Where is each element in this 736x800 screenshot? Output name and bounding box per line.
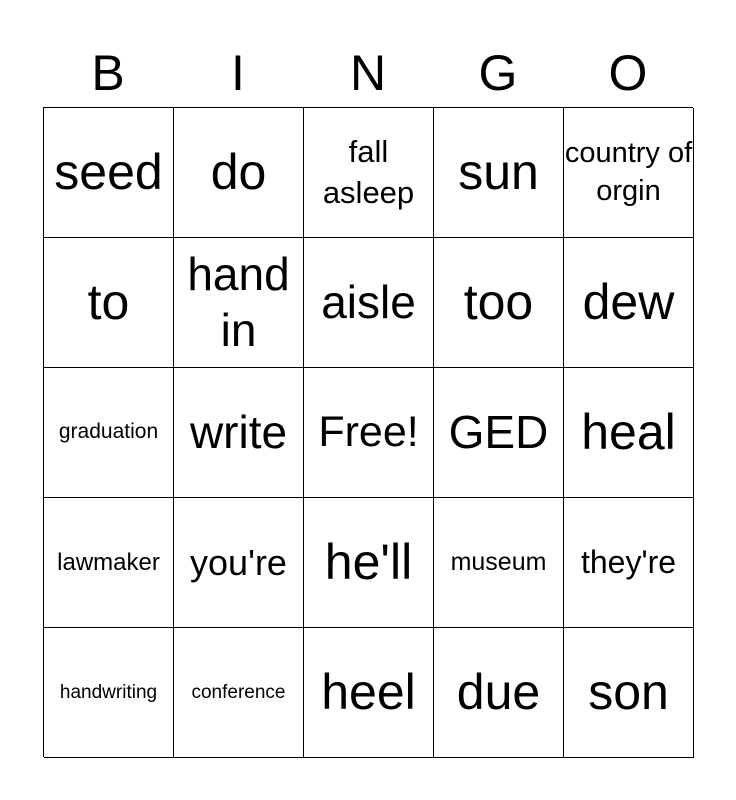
bingo-cell-r1-c4[interactable]	[434, 108, 564, 238]
cell-text: hand in	[187, 248, 290, 356]
cell-text: conference	[191, 681, 286, 703]
cell-text: lawmaker	[57, 548, 160, 576]
cell-text: write	[189, 406, 288, 459]
bingo-cell-r5-c5[interactable]	[564, 628, 694, 758]
bingo-cell-r2-c3[interactable]	[304, 238, 434, 368]
bingo-cell-r3-c4[interactable]	[434, 368, 564, 498]
bingo-cell-r5-c3[interactable]	[304, 628, 434, 758]
header-letter-b: B	[91, 45, 125, 101]
cell-text: too	[463, 274, 534, 331]
bingo-cell-r2-c4[interactable]	[434, 238, 564, 368]
free-space-text: Free!	[318, 407, 419, 456]
bingo-cell-r1-c3[interactable]	[304, 108, 434, 238]
cell-text: heal	[581, 404, 676, 461]
cell-text: fall asleep	[322, 134, 415, 210]
cell-text: do	[210, 144, 267, 201]
header-letter-o: O	[608, 45, 648, 101]
cell-text: sun	[458, 144, 539, 201]
header-letter-i: I	[231, 45, 245, 101]
cell-text: he'll	[324, 534, 413, 591]
cell-text: they're	[580, 543, 677, 580]
bingo-cell-r5-c2[interactable]	[174, 628, 304, 758]
bingo-cell-r4-c3[interactable]	[304, 498, 434, 628]
bingo-cell-r1-c1[interactable]	[44, 108, 174, 238]
cell-text: country of orgin	[564, 136, 693, 207]
bingo-cell-r2-c2[interactable]	[174, 238, 304, 368]
bingo-cell-r4-c5[interactable]	[564, 498, 694, 628]
cell-text: dew	[582, 274, 675, 331]
bingo-header	[43, 38, 693, 108]
bingo-cell-r4-c1[interactable]	[44, 498, 174, 628]
bingo-grid	[43, 107, 693, 757]
bingo-cell-r5-c4[interactable]	[434, 628, 564, 758]
cell-text: you're	[190, 542, 287, 583]
bingo-cell-r3-c1[interactable]	[44, 368, 174, 498]
cell-text: seed	[54, 144, 163, 201]
bingo-cell-r2-c1[interactable]	[44, 238, 174, 368]
bingo-cell-r1-c2[interactable]	[174, 108, 304, 238]
bingo-cell-r1-c5[interactable]	[564, 108, 694, 238]
header-letter-n: N	[349, 45, 387, 101]
bingo-cell-r3-c2[interactable]	[174, 368, 304, 498]
cell-text: to	[87, 274, 130, 331]
bingo-cell-r4-c4[interactable]	[434, 498, 564, 628]
bingo-cell-r5-c1[interactable]	[44, 628, 174, 758]
cell-text: graduation	[58, 420, 159, 444]
bingo-cell-r3-c3 free-space[interactable]	[304, 368, 434, 498]
bingo-cell-r3-c5[interactable]	[564, 368, 694, 498]
cell-text: son	[588, 664, 669, 721]
header-letter-g: G	[478, 45, 518, 101]
cell-text: heel	[321, 664, 416, 721]
cell-text: handwriting	[59, 681, 158, 703]
bingo-cell-r4-c2[interactable]	[174, 498, 304, 628]
cell-text: aisle	[321, 276, 416, 329]
cell-text: museum	[450, 548, 547, 577]
cell-text: GED	[448, 406, 549, 459]
bingo-cell-r2-c5[interactable]	[564, 238, 694, 368]
cell-text: due	[456, 664, 541, 721]
